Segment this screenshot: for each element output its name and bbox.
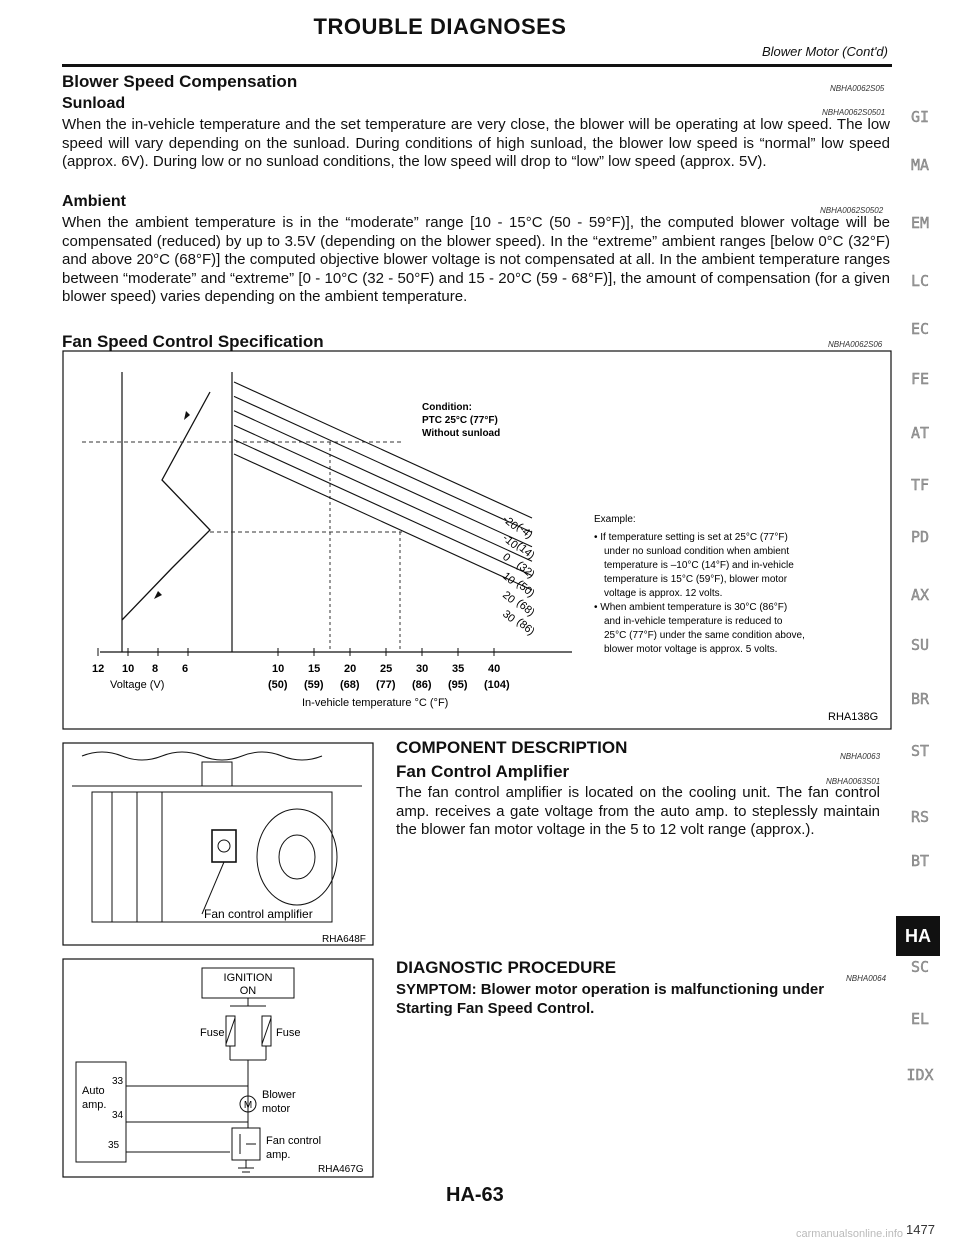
diagnostic-code: NBHA0064 [846,974,887,983]
component-text: The fan control amplifier is located on the cooling unit. The fan control amp. receives a gate voltage from the auto amp. to steplessly maintain the blower fan motor voltage in the 5 to 12 volt range (approx.). [396,784,880,838]
series-label: 10 [500,570,518,588]
fuse-symbol [262,1018,271,1044]
component-code: NBHA0063 [840,752,881,761]
side-index-tab-ax[interactable]: AX [910,586,930,604]
x-tick-label-f: (59) [304,679,324,691]
side-index-tab-su[interactable]: SU [910,636,930,654]
example-line: temperature is –10°C (14°F) and in-vehicle [604,560,794,571]
dashboard-edge [82,752,322,760]
side-index-tab-bt[interactable]: BT [910,852,930,870]
fuse-label: Fuse [200,1027,225,1039]
page-subtitle: Blower Motor (Cont'd) [761,44,888,59]
x-tick-label: 25 [380,663,393,675]
pin-label: 33 [112,1076,124,1087]
connector [218,840,230,852]
component-heading: COMPONENT DESCRIPTION [396,738,628,757]
voltage-curve [122,392,210,620]
x-tick-label-f: (86) [412,679,432,691]
auto-amp-label: Auto [82,1085,105,1097]
series-line [234,425,532,561]
x-tick-label: 40 [488,663,501,675]
side-index-tab-at[interactable]: AT [910,424,930,442]
motor-symbol-label: M [243,1100,253,1111]
side-index-tab-lc[interactable]: LC [910,272,930,290]
example-line: • When ambient temperature is 30°C (86°F) [594,602,788,613]
compensation-code: NBHA0062S05 [830,84,885,93]
symptom-line: Starting Fan Speed Control. [396,1000,595,1017]
side-index-tab-ec[interactable]: EC [910,320,930,338]
ignition-label: IGNITION [223,972,273,984]
ignition-label: ON [239,985,257,997]
example-line: • If temperature setting is set at 25°C (77°F) [594,532,788,543]
fan-amplifier-code: NBHA0063S01 [826,777,881,786]
voltage-tick-label: 6 [182,663,189,675]
ambient-text: When the ambient temperature is in the “moderate” range [10 - 15°C (50 - 59°F)], the computed blower voltage will be compensated (reduced) by up to 3.5V (depending on the blower speed). In the “extreme” ambient ranges [below 0°C (32°F) and above 20°C (68°F)] the computed objective blower voltage is not compensated at all. In the ambient temperature ranges between “moderate” and “extreme” [0 - 10°C (32 - 50°F) and 15 - 20°C (59 - 68°F)], the amount of compensation (for a given blower speed) varies depending on the ambient temperature. [62,214,890,305]
x-tick-label: 20 [344,663,357,675]
side-index-tab-pd[interactable]: PD [910,528,930,546]
fan-spec-code: NBHA0062S06 [828,340,883,349]
fan-amplifier-label: Fan control amplifier [204,907,313,921]
bracket [202,762,232,786]
series-label: (86) [514,616,537,638]
series-label: 30 [500,608,518,626]
series-label: -20 [500,513,520,533]
figure-id: RHA138G [828,711,879,723]
compensation-heading: Blower Speed Compensation [62,72,298,91]
side-index-tab-idx[interactable]: IDX [906,1066,934,1084]
side-index-tab-ha[interactable]: HA [896,916,940,956]
header-rule [62,64,892,67]
voltage-axis-label: Voltage (V) [110,679,165,691]
example-title: Example: [594,514,636,525]
voltage-arrow [154,591,162,599]
voltage-arrow [184,411,190,420]
page-title: TROUBLE DIAGNOSES [313,14,567,39]
symptom-text [396,980,824,1018]
example-line: under no sunload condition when ambient [604,546,790,557]
series-label: (68) [514,597,537,619]
x-tick-label: 35 [452,663,465,675]
x-tick-label-f: (77) [376,679,396,691]
figure-id: RHA467G [318,1164,364,1175]
fuse-label: Fuse [276,1027,301,1039]
example-line: blower motor voltage is approx. 5 volts. [604,644,778,655]
example-line: temperature is 15°C (59°F), blower motor [604,574,788,585]
side-index-tab-br[interactable]: BR [910,690,930,708]
pin-label: 34 [112,1110,124,1121]
side-index-tab-gi[interactable]: GI [910,108,930,126]
blower-label: motor [262,1103,291,1115]
voltage-tick-label: 12 [92,663,105,675]
figure-id: RHA648F [322,934,366,945]
diagnostic-heading: DIAGNOSTIC PROCEDURE [396,958,617,977]
blower-label: Blower [262,1089,296,1101]
side-index-tab-st[interactable]: ST [910,742,930,760]
fan-amplifier-heading: Fan Control Amplifier [396,762,570,781]
series-label: (14) [514,540,537,562]
x-tick-label-f: (104) [484,679,510,691]
series-label: -10 [500,532,520,552]
condition-line: Condition: [422,402,472,413]
watermark: carmanualsonline.info [796,1228,904,1240]
series-line [234,382,532,518]
fan-control-label: Fan control [266,1135,322,1147]
fuse-symbol [226,1018,235,1044]
sunload-text: When the in-vehicle temperature and the set temperature are very close, the blower will be operating at low speed. The low speed will vary depending on the sunload. During conditions of high sunload, the blower low speed is “normal” low speed (approx. 6V). During low or no sunload conditions, the low speed will drop to “low” low speed (approx. 5V). [62,116,890,170]
sunload-heading: Sunload [62,95,126,112]
example-line: voltage is approx. 12 volts. [604,588,723,599]
symptom-line: SYMPTOM: Blower motor operation is malfunctioning under [396,981,825,998]
x-axis-label: In-vehicle temperature °C (°F) [302,697,449,709]
fan-control-label: amp. [266,1149,291,1161]
sheet-number: 1477 [906,1222,935,1237]
x-tick-label-f: (68) [340,679,360,691]
x-tick-label-f: (95) [448,679,468,691]
ambient-code: NBHA0062S0502 [820,206,884,215]
series-label: (32) [514,559,537,581]
side-index-tab-rs[interactable]: RS [910,808,930,826]
blower-motor [279,835,315,879]
fan-amplifier-figure [62,742,376,948]
side-index-tab-tf[interactable]: TF [910,476,930,494]
side-index-tab-ma[interactable]: MA [910,156,930,174]
x-tick-label-f: (50) [268,679,288,691]
circuit-figure [62,958,376,1180]
voltage-tick-label: 10 [122,663,135,675]
auto-amp-label: amp. [82,1099,107,1111]
x-tick-label: 30 [416,663,429,675]
condition-line: PTC 25°C (77°F) [422,415,498,426]
voltage-tick-label: 8 [152,663,159,675]
ambient-heading: Ambient [62,193,126,210]
amplifier-unit [212,830,236,862]
series-line [234,454,532,590]
side-index-tab-sc[interactable]: SC [910,958,930,976]
condition-line: Without sunload [422,428,501,439]
x-tick-label: 15 [308,663,321,675]
fan-spec-heading: Fan Speed Control Specification [62,332,324,351]
page-number: HA-63 [446,1184,504,1206]
series-label: (-4) [514,521,535,542]
fan-speed-chart [62,350,894,732]
series-label: (50) [514,578,537,600]
side-index-tab-em[interactable]: EM [910,214,930,232]
series-line [234,440,532,576]
example-line: and in-vehicle temperature is reduced to [604,616,783,627]
series-label: 20 [500,589,518,607]
sunload-code: NBHA0062S0501 [822,108,886,117]
x-tick-label: 10 [272,663,285,675]
example-line: 25°C (77°F) under the same condition above, [604,630,805,641]
side-index-tab-el[interactable]: EL [910,1010,930,1028]
series-label: 0 [500,551,513,565]
side-index-tab-fe[interactable]: FE [910,370,930,388]
pin-label: 35 [108,1140,120,1151]
blower-housing [257,809,337,905]
